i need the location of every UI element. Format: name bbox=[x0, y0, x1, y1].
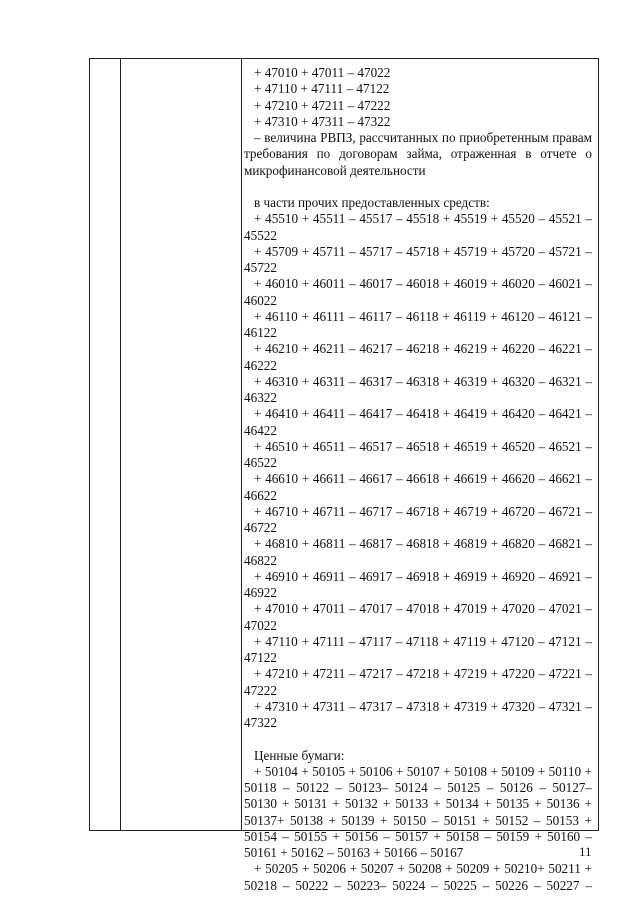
text-line: + 46710 + 46711 – 46717 – 46718 + 46719 + 46720 – 46721 – bbox=[254, 503, 592, 519]
text-line: 50154 – 50155 + 50156 – 50157 + 50158 – 50159 + 50160 – bbox=[244, 828, 592, 844]
text-line: + 46410 + 46411 – 46417 – 46418 + 46419 + 46420 – 46421 – bbox=[254, 406, 592, 422]
text-line: требования по договорам займа, отраженная в отчете о bbox=[244, 146, 592, 162]
text-line: 46522 bbox=[244, 455, 277, 470]
text-line: + 47310 + 47311 – 47317 – 47318 + 47319 + 47320 – 47321 – bbox=[254, 698, 592, 714]
text-line: + 47010 + 47011 – 47022 bbox=[254, 65, 391, 80]
text-line: + 46510 + 46511 – 46517 – 46518 + 46519 + 46520 – 46521 – bbox=[254, 438, 592, 454]
text-line: + 46010 + 46011 – 46017 – 46018 + 46019 + 46020 – 46021 – bbox=[254, 276, 592, 292]
text-line: 46022 bbox=[244, 292, 277, 308]
table-column-divider-1 bbox=[120, 58, 121, 831]
text-line: + 47110 + 47111 – 47117 – 47118 + 47119 + 47120 – 47121 – bbox=[254, 633, 592, 649]
text-line: + 47110 + 47111 – 47122 bbox=[254, 81, 390, 97]
text-line bbox=[244, 179, 592, 195]
text-line: + 47210 + 47211 – 47222 bbox=[254, 97, 391, 113]
table-border-top bbox=[89, 58, 599, 59]
text-line: 46122 bbox=[244, 325, 277, 340]
text-line: + 46810 + 46811 – 46817 – 46818 + 46819 + 46820 – 46821 – bbox=[254, 536, 592, 552]
text-line: 47022 bbox=[244, 617, 277, 633]
text-line: + 47310 + 47311 – 47322 bbox=[254, 113, 391, 129]
text-line: 46822 bbox=[244, 552, 277, 568]
text-line: + 50205 + 50206 + 50207 + 50208 + 50209 + 50210+ 50211 + bbox=[254, 861, 592, 877]
text-line: 45722 bbox=[244, 260, 277, 275]
page-number: 11 bbox=[579, 844, 592, 859]
text-line: Ценные бумаги: bbox=[254, 747, 345, 763]
text-line: 50130 + 50131 + 50132 + 50133 + 50134 + 50135 + 50136 + bbox=[244, 796, 592, 812]
text-line: 50137+ 50138 + 50139 + 50150 – 50151 + 50152 – 50153 + bbox=[244, 812, 592, 828]
text-line: 46722 bbox=[244, 520, 277, 535]
text-line: + 46110 + 46111 – 46117 – 46118 + 46119 + 46120 – 46121 – bbox=[254, 308, 592, 324]
text-line: 50118 – 50122 – 50123– 50124 – 50125 – 50126 – 50127– bbox=[244, 780, 592, 795]
text-line: – величина РВПЗ, рассчитанных по приобретенным правам bbox=[254, 130, 592, 145]
text-line: + 46210 + 46211 – 46217 – 46218 + 46219 + 46220 – 46221 – bbox=[254, 341, 592, 357]
table-column-divider-2 bbox=[241, 58, 242, 831]
text-line: + 45510 + 45511 – 45517 – 45518 + 45519 + 45520 – 45521 – bbox=[254, 211, 592, 227]
text-line: 46222 bbox=[244, 357, 277, 373]
text-line: 46622 bbox=[244, 487, 277, 503]
text-line: 45522 bbox=[244, 227, 277, 243]
text-line: + 47210 + 47211 – 47217 – 47218 + 47219 + 47220 – 47221 – bbox=[254, 666, 592, 682]
text-line: 50218 – 50222 – 50223– 50224 – 50225 – 50226 – 50227 – bbox=[244, 877, 592, 893]
text-line: + 46910 + 46911 – 46917 – 46918 + 46919 + 46920 – 46921 – bbox=[254, 568, 592, 584]
table-border-left bbox=[89, 58, 90, 831]
text-line: микрофинансовой деятельности bbox=[244, 162, 426, 178]
text-line: 47322 bbox=[244, 715, 277, 730]
text-line: + 50104 + 50105 + 50106 + 50107 + 50108 + 50109 + 50110 + bbox=[254, 763, 592, 779]
text-line: + 47010 + 47011 – 47017 – 47018 + 47019 + 47020 – 47021 – bbox=[254, 601, 592, 617]
text-line: + 46610 + 46611 – 46617 – 46618 + 46619 + 46620 – 46621 – bbox=[254, 471, 592, 487]
table-cell-content bbox=[244, 65, 592, 894]
table-border-right bbox=[598, 58, 599, 831]
text-line: 46422 bbox=[244, 422, 277, 438]
text-line: 47222 bbox=[244, 682, 277, 698]
text-line bbox=[244, 731, 592, 747]
text-line: в части прочих предоставленных средств: bbox=[254, 195, 490, 210]
text-line: 47122 bbox=[244, 650, 277, 665]
text-line: 46922 bbox=[244, 585, 277, 600]
text-line: + 45709 + 45711 – 45717 – 45718 + 45719 + 45720 – 45721 – bbox=[254, 243, 592, 259]
document-table bbox=[89, 58, 599, 893]
text-line: 46322 bbox=[244, 390, 277, 405]
text-line: 50161 + 50162 – 50163 + 50166 – 50167 bbox=[244, 845, 464, 860]
text-line: + 46310 + 46311 – 46317 – 46318 + 46319 + 46320 – 46321 – bbox=[254, 373, 592, 389]
